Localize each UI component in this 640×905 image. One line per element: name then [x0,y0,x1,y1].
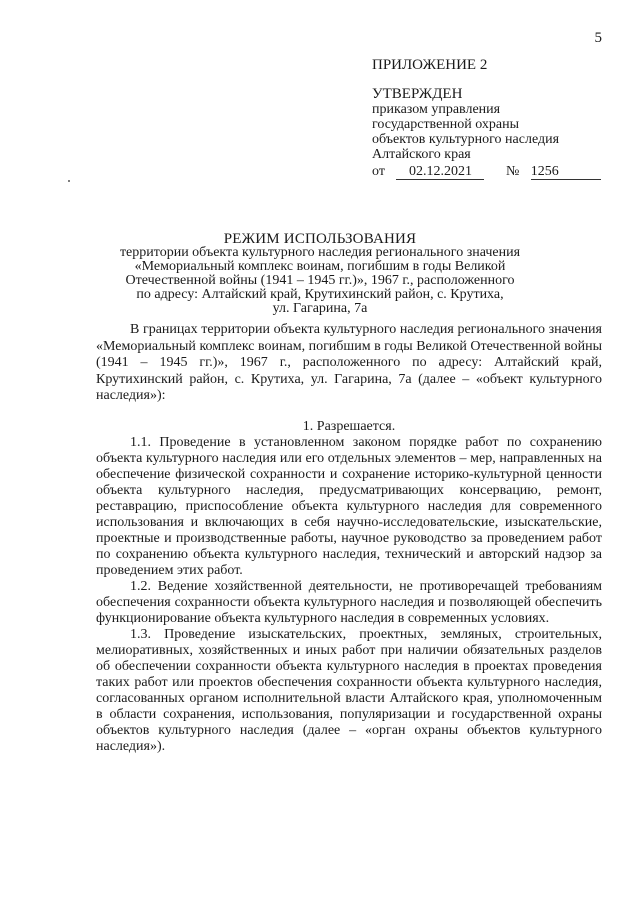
scan-speck [68,180,70,182]
item-1-2: 1.2. Ведение хозяйственной деятельности, не противоречащей требованиям обеспечения сохранности объекта культурного наследия и позволяющей обеспечить функционирование объекта культурного наследия в современных условиях. [96,578,602,626]
title-line: территории объекта культурного наследия регионального значения [119,245,521,260]
intro-paragraph: В границах территории объекта культурного наследия регионального значения «Мемориальный комплекс воинам, погибшим в годы Великой Отечественной войны (1941 – 1945 гг.)», 1967 г., расположенного по адресу: Алтайский край, Крутихинский район, с. Крутиха, ул. Гагарина, 7а (далее – «объект культурного наследия»): [96,322,602,403]
order-date: 02.12.2021 [396,165,484,180]
section-heading: 1. Разрешается. [302,418,396,434]
title-line: «Мемориальный комплекс воинам, погибшим в годы Великой [134,259,506,274]
approval-line: приказом управления [372,102,501,117]
title-line: Отечественной войны (1941 – 1945 гг.)», 1967 г., расположенного [125,273,515,288]
order-number: 1256 [531,165,601,180]
title-line: по адресу: Алтайский край, Крутихинский район, с. Крутиха, [136,287,504,302]
document-title [92,232,548,316]
order-date-number [372,164,612,180]
from-label: от [372,164,385,179]
item-1-3: 1.3. Проведение изыскательских, проектных, земляных, строительных, мелиоративных, хозяйственных и иных работ при наличии обязательных разделов об обеспечении сохранности объекта культурного наследия в проектах проведения таких работ или проектов обеспечения сохранности объекта культурного наследия, согласованных органом исполнительной власти Алтайского края, уполномоченным в области сохранения, использования, популяризации и государственной охраны объектов культурного наследия (далее – «орган охраны объектов культурного наследия»). [96,626,602,754]
number-label: № [505,164,520,179]
page-number: 5 [594,30,602,46]
approved-label: УТВЕРЖДЕН [372,86,463,102]
approval-block [372,58,612,180]
appendix-label: ПРИЛОЖЕНИЕ 2 [372,57,488,73]
title-line: ул. Гагарина, 7а [272,301,368,316]
approval-line: государственной охраны [372,117,520,132]
title-heading: РЕЖИМ ИСПОЛЬЗОВАНИЯ [223,231,417,247]
document-body [96,322,602,755]
approval-line: объектов культурного наследия [372,132,560,147]
approval-line: Алтайского края [372,147,471,162]
item-1-1: 1.1. Проведение в установленном законом порядке работ по сохранению объекта культурного наследия или его отдельных элементов – мер, направленных на обеспечение физической сохранности и сохранение историко-культурной ценности объекта культурного наследия, предусматривающих консервацию, ремонт, реставрацию, приспособление объекта культурного наследия для современного использования и включающих в себя научно-исследовательские, изыскательские, проектные и производственные работы, научное руководство за проведением работ по сохранению объекта культурного наследия, технический и авторский надзор за проведением этих работ. [96,434,602,578]
